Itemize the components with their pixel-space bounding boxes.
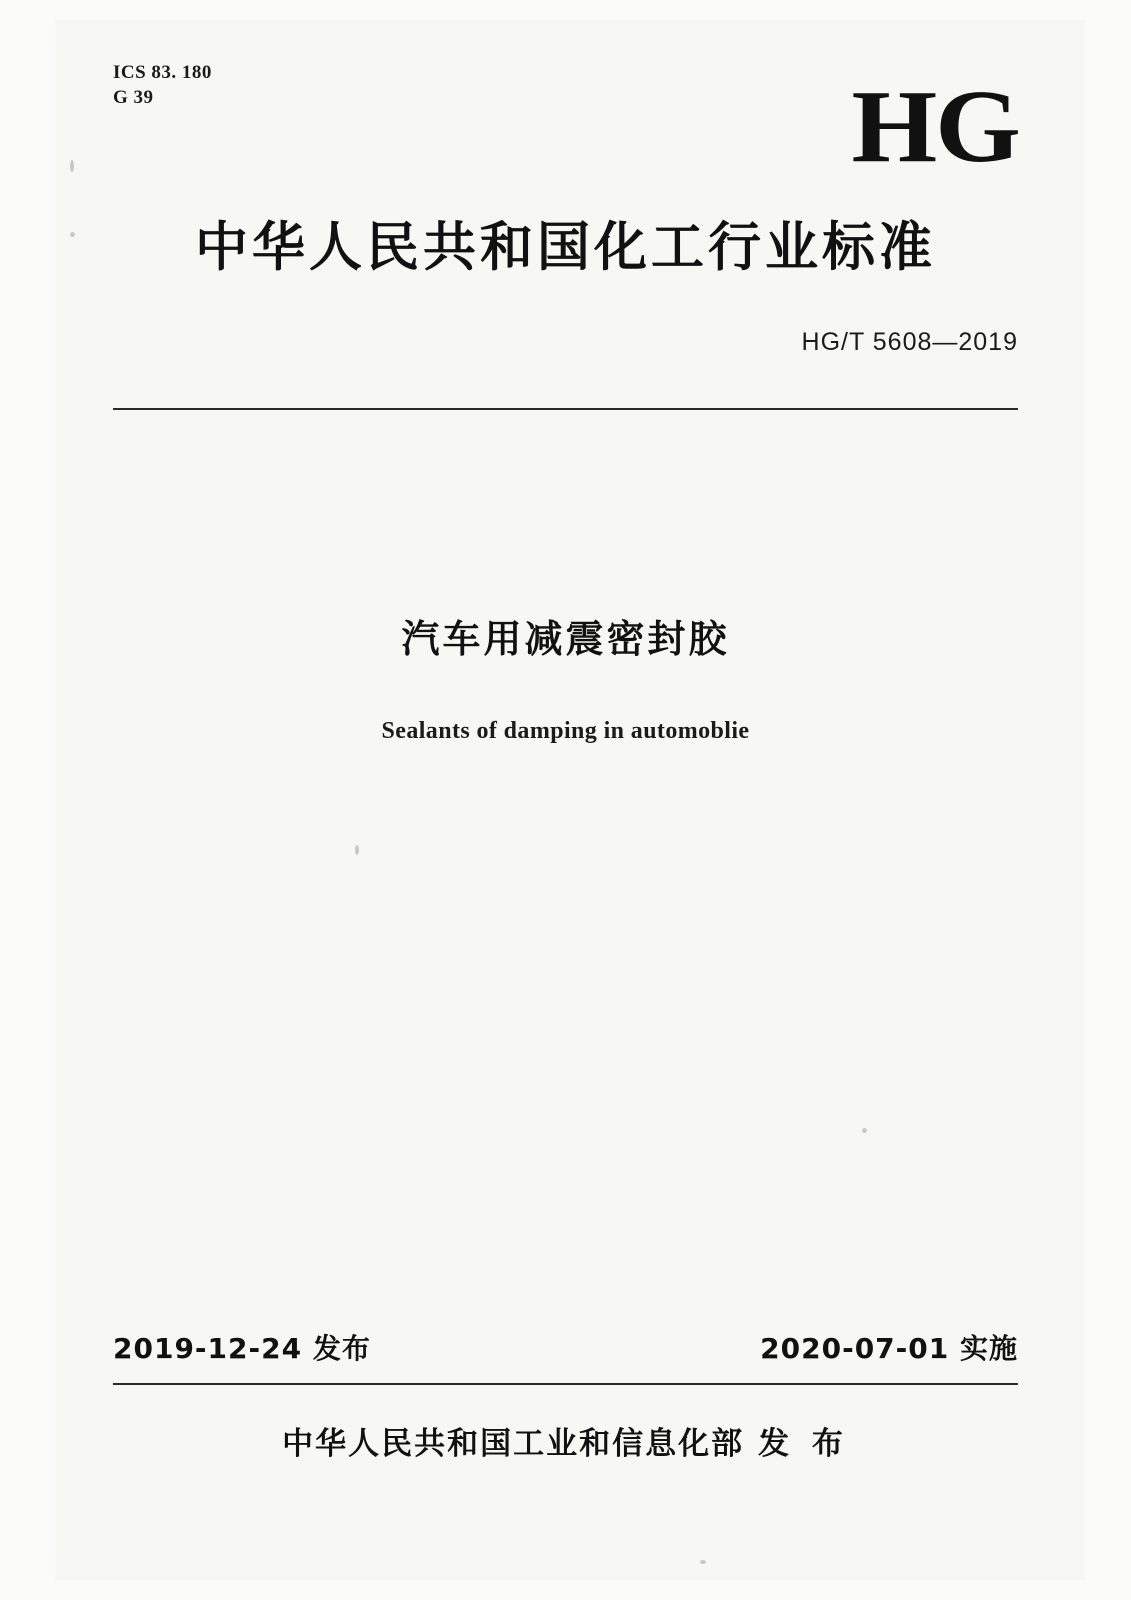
scan-speck <box>700 1560 706 1564</box>
release-date: 2019-12-24 发布 <box>113 1332 371 1365</box>
classification-codes <box>113 60 212 110</box>
document-title-en: Sealants of damping in automoblie <box>381 718 750 744</box>
scan-speck <box>70 232 75 237</box>
ics-code: ICS 83. 180 <box>113 62 212 83</box>
scan-speck <box>862 1128 867 1133</box>
standard-number: HG/T 5608—2019 <box>801 328 1018 356</box>
date-row <box>113 1327 1018 1367</box>
issuing-authority <box>113 1418 1018 1463</box>
class-code: G 39 <box>113 87 154 108</box>
header-title-cn: 中华人民共和国化工行业标准 <box>195 217 936 278</box>
scan-speck <box>355 845 359 855</box>
issuer-publish-label: 发 布 <box>758 1426 849 1462</box>
series-mark-hg: HG <box>851 69 1019 184</box>
effective-date: 2020-07-01 实施 <box>760 1332 1018 1365</box>
document-title-cn: 汽车用减震密封胶 <box>401 617 730 661</box>
issuer-name: 中华人民共和国工业和信息化部 <box>282 1426 745 1462</box>
scan-speck <box>70 160 74 172</box>
header-divider <box>113 408 1018 410</box>
footer-divider <box>113 1383 1018 1385</box>
